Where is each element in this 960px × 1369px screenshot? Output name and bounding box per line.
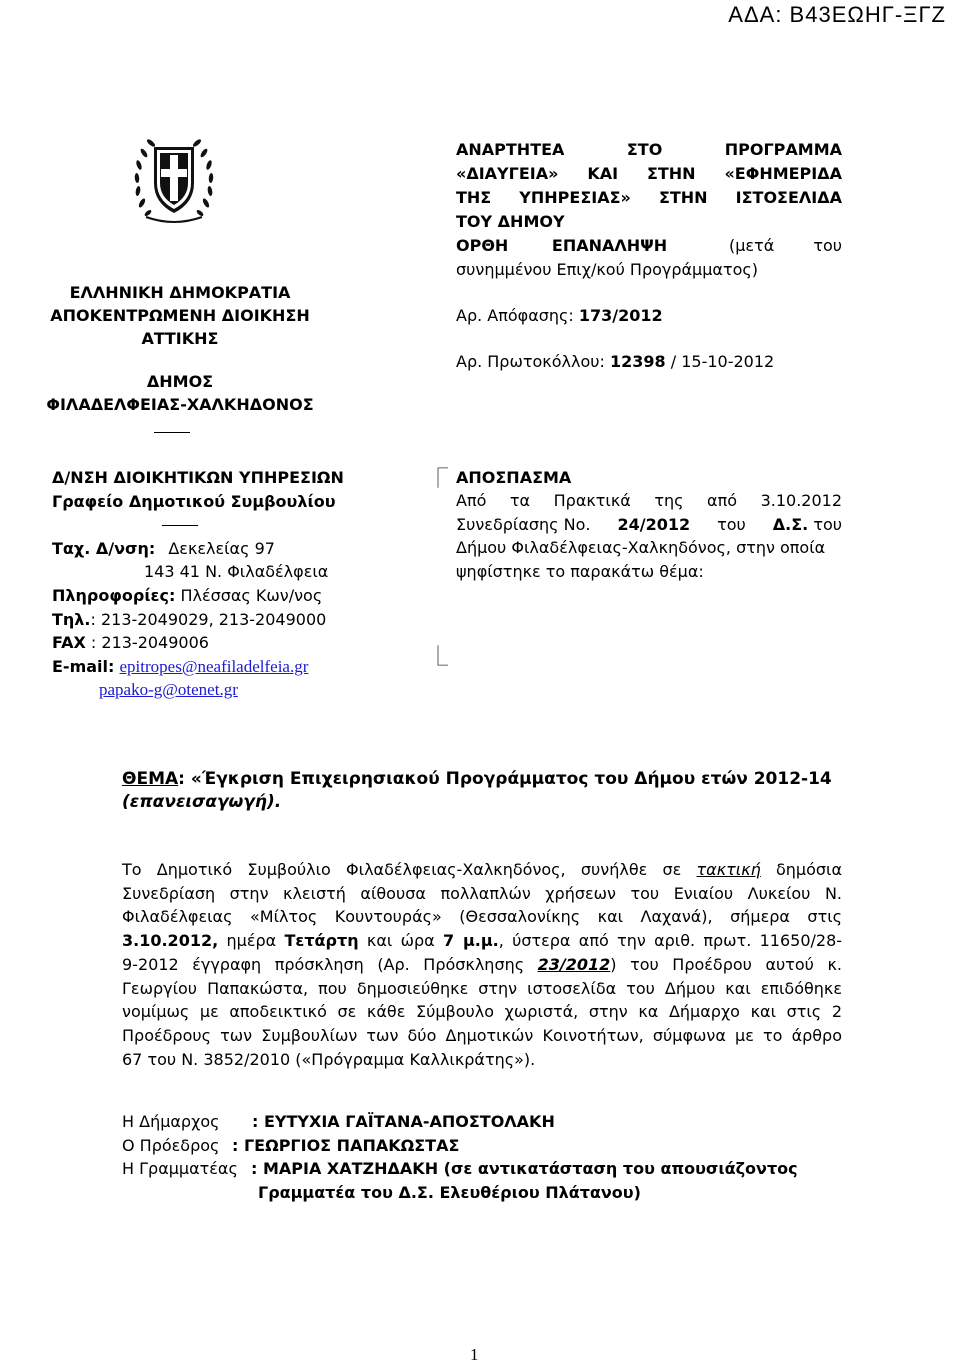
issuer-municipality-label: ΔΗΜΟΣ <box>146 372 214 391</box>
telephone: Τηλ.: 213-2049029, 213-2049000 <box>52 609 327 629</box>
document-id: ΑΔΑ: Β43ΕΩΗΓ-ΞΓΖ <box>728 2 946 27</box>
issuer-administration: ΑΠΟΚΕΝΤΡΩΜΕΝΗ ΔΙΟΙΚΗΣΗ <box>50 306 310 325</box>
greek-coat-of-arms-icon <box>130 133 218 225</box>
issuer-country: ΕΛΛΗΝΙΚΗ ΔΗΜΟΚΡΑΤΙΑ <box>69 283 291 302</box>
subject-text: : «Έγκριση Επιχειρησιακού Προγράμματος του Δήμου ετών 2012-14 <box>178 769 832 789</box>
email-link-2[interactable]: papako-g@otenet.gr <box>99 680 238 700</box>
decision-number: Αρ. Απόφασης: 173/2012 <box>456 306 663 325</box>
extract-line-1: Από τα Πρακτικά της από 3.10.2012 <box>456 491 842 511</box>
publication-line-2: «ΔΙΑΥΓΕΙΑ» ΚΑΙ ΣΤΗΝ «ΕΦΗΜΕΡΙΔΑ <box>456 164 842 183</box>
protocol-number: Αρ. Πρωτοκόλλου: 12398 / 15-10-2012 <box>456 352 775 371</box>
correction-note: ΟΡΘΗ ΕΠΑΝΑΛΗΨΗ (μετά του <box>456 236 842 255</box>
issuer-region: ΑΤΤΙΚΗΣ <box>141 329 219 348</box>
publication-line-3: ΤΗΣ ΥΠΗΡΕΣΙΑΣ» ΣΤΗΝ ΙΣΤΟΣΕΛΙΔΑ <box>456 188 842 207</box>
subject-text-2: (επανεισαγωγή). <box>122 792 282 812</box>
correction-note-2: συνημμένου Επιχ/κού Προγράμματος) <box>456 260 759 279</box>
publication-line-4: ΤΟΥ ΔΗΜΟΥ <box>456 212 565 231</box>
email: E-mail: epitropes@neafiladelfeia.gr <box>52 656 309 676</box>
subject-label: ΘΕΜΑ <box>122 769 179 789</box>
extract-block <box>456 466 842 583</box>
fax: FAX : 213-2049006 <box>52 633 209 653</box>
publication-line-1: ΑΝΑΡΤΗΤΕΑ ΣΤΟ ΠΡΟΓΡΑΜΜΑ <box>456 140 842 159</box>
extract-title: ΑΠΟΣΠΑΣΜΑ <box>456 468 572 487</box>
postal-code: 143 41 Ν. Φιλαδέλφεια <box>144 562 329 582</box>
secretary-line: Η Γραμματέας : ΜΑΡΙΑ ΧΑΤΖΗΔΑΚΗ (σε αντικατάσταση του απουσιάζοντος <box>122 1159 798 1178</box>
extract-line-3: Δήμου Φιλαδέλφειας-Χαλκηδόνος, στην οποία <box>456 538 826 558</box>
secretary-line-2: Γραμματέα του Δ.Σ. Ελευθέριου Πλάτανου) <box>258 1182 641 1202</box>
department: Δ/ΝΣΗ ΔΙΟΙΚΗΤΙΚΩΝ ΥΠΗΡΕΣΙΩΝ <box>52 468 344 487</box>
president-line: Ο Πρόεδρος : ΓΕΩΡΓΙΟΣ ΠΑΠΑΚΩΣΤΑΣ <box>122 1135 460 1155</box>
page-number: 1 <box>470 1345 479 1364</box>
divider <box>162 525 198 526</box>
mayor-line: Η Δήμαρχος : ΕΥΤΥΧΙΑ ΓΑΪΤΑΝΑ-ΑΠΟΣΤΟΛΑΚΗ <box>122 1112 555 1131</box>
subject <box>122 768 842 814</box>
bracket-top-icon: ⎾ <box>428 466 448 490</box>
office: Γραφείο Δημοτικού Συμβουλίου <box>52 491 336 511</box>
extract-line-4: ψηφίστηκε το παρακάτω θέμα: <box>456 561 704 581</box>
body-paragraph: Το Δημοτικό Συμβούλιο Φιλαδέλφειας-Χαλκηδόνος, συνήλθε σε τακτική δημόσια Συνεδρίαση στην κλειστή αίθουσα πολλαπλών χρήσεων του Ενιαίου Λυκείου Ν. Φιλαδέλφειας «Μίλτος Κουντουράς» (Θεσσαλονίκης και Λαχανά), σήμερα στις 3.10.2012, ημέρα Τετάρτη και ώρα 7 μ.μ., ύστερα από την αριθ. πρωτ. 11650/28- 9-2012 έγγραφη πρόσκληση (Αρ. Πρόσκλησης 23/2012) του Προέδρου αυτού κ. Γεωργίου Παπακώστα, που δημοσιεύθηκε στην ιστοσελίδα του Δήμου και επιδόθηκε νομίμως με αποδεικτικό σε κάθε Σύμβουλο χωριστά, στην κα Δήμαρχο και στις 2 Προέδρους των Συμβουλίων των δύο Δημοτικών Κοινοτήτων, σύμφωνα με το άρθρο 67 του Ν. 3852/2010 («Πρόγραμμα Καλλικράτης»). <box>122 860 843 1069</box>
contact-block <box>52 466 392 702</box>
divider <box>154 432 190 433</box>
info-contact: Πληροφορίες: Πλέσσας Κων/νος <box>52 585 323 605</box>
issuer-municipality-name: ΦΙΛΑΔΕΛΦΕΙΑΣ-ΧΑΛΚΗΔΟΝΟΣ <box>46 395 314 414</box>
extract-line-2: Συνεδρίασης Νο. 24/2012 του Δ.Σ. του <box>456 514 842 534</box>
bracket-bottom-icon: ⎿ <box>428 644 448 668</box>
publication-header <box>456 138 842 374</box>
signatures <box>122 1110 798 1204</box>
issuer-header <box>30 281 330 416</box>
address: Ταχ. Δ/νση: Δεκελείας 97 <box>52 538 275 558</box>
email-link-1[interactable]: epitropes@neafiladelfeia.gr <box>119 656 309 676</box>
